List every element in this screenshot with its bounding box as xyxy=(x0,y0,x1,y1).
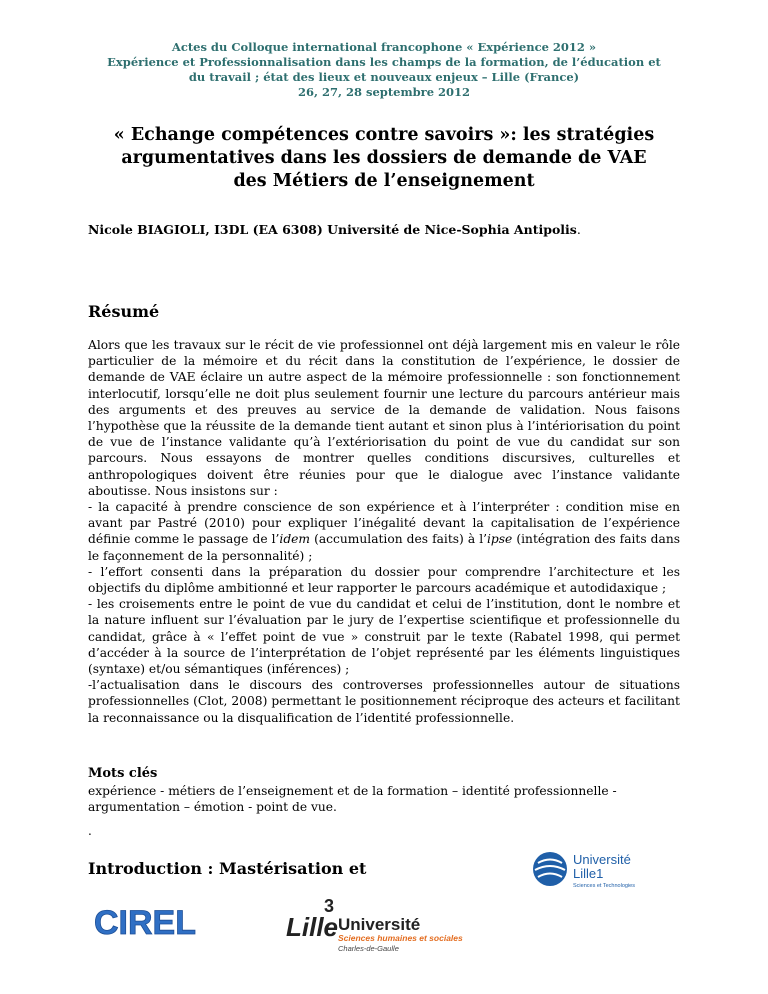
lille3-logo-univ: Université xyxy=(338,915,421,934)
introduction-heading: Introduction : Mastérisation et xyxy=(88,859,367,878)
conference-header xyxy=(60,40,708,100)
header-line-1: Actes du Colloque international francophone « Expérience 2012 » xyxy=(171,40,597,54)
author-line xyxy=(88,222,581,237)
lille1-logo-text-2: Lille1 xyxy=(573,866,604,881)
keywords-text: expérience - métiers de l’enseignement et de la formation – identité professionnelle - argumentation – émotion - point de vue. xyxy=(88,784,617,815)
resume-heading: Résumé xyxy=(88,302,160,321)
lille1-logo-subtitle: Sciences et Technologies xyxy=(573,883,635,889)
abstract-item-3: - les croisements entre le point de vue du candidat et celui de l’institution, dont le nombre et la nature influent sur l’évaluation par le jury de l’expertise scientifique et professionnelle du candidat, grâce à « l’effet point de vue » construit par le texte (Rabatel 1998, qui permet d’accéder à la source de l’interprétation de l’objet représenté par les éléments linguistiques (syntaxe) et/ou sémantiques (inférences) ; xyxy=(88,597,680,677)
author-affiliation: I3DL (EA 6308) Université de Nice-Sophia Antipolis xyxy=(214,222,577,237)
author-separator: , xyxy=(205,222,215,237)
abstract-item-1 xyxy=(88,499,680,564)
abstract-body xyxy=(88,337,680,726)
cirel-logo-text: CIREL xyxy=(94,904,196,942)
universite-lille3-logo xyxy=(284,896,463,962)
abstract-item-1-text-c: (intégration des faits dans le façonnement de la personnalité) ; xyxy=(88,532,680,563)
lille3-logo-brand: Lille xyxy=(286,912,339,942)
abstract-item-4: -l’actualisation dans le discours des controverses professionnelles autour de situations professionnelles (Clot, 2008) permettant le positionnement réciproque des acteurs et facilitant la reconnaissance ou la disqualification de l’identité professionnelle. xyxy=(88,678,680,725)
keywords-heading: Mots clés xyxy=(88,766,158,781)
abstract-item-1-idem: idem xyxy=(279,532,311,547)
universite-lille1-logo xyxy=(530,848,680,890)
title-line-2: argumentatives dans les dossiers de demande de VAE xyxy=(121,148,647,168)
abstract-item-2: - l’effort consenti dans la préparation du dossier pour comprendre l’architecture et les objectifs du diplôme ambitionné et leur rapporter le parcours académique et autodidaxique ; xyxy=(88,564,680,596)
lille1-logo-text-1: Université xyxy=(573,852,631,867)
abstract-item-1-ipse: ipse xyxy=(487,532,513,547)
lille3-logo-subtitle-2: Charles-de-Gaulle xyxy=(338,944,399,953)
stray-dot: . xyxy=(88,824,92,838)
title-line-1: « Echange compétences contre savoirs »: les stratégies xyxy=(113,125,655,145)
abstract-item-1-text-a: - la capacité à prendre conscience de son expérience et à l’interpréter : condition mise en avant par Pastré (2010) pour expliquer l’inégalité devant la capitalisation de l’expérience définie comme le passage de l’ xyxy=(88,500,680,547)
header-line-3: du travail ; état des lieux et nouveaux enjeux – Lille (France) xyxy=(188,70,580,84)
header-line-2: Expérience et Professionnalisation dans les champs de la formation, de l’éducation et xyxy=(107,55,661,69)
author-name: Nicole BIAGIOLI xyxy=(88,222,206,237)
lille3-logo-number: 3 xyxy=(324,896,335,916)
header-line-4: 26, 27, 28 septembre 2012 xyxy=(297,85,471,99)
abstract-paragraph: Alors que les travaux sur le récit de vie professionnel ont déjà largement mis en valeur le rôle particulier de la mémoire et du récit dans la constitution de l’expérience, le dossier de demande de VAE éclaire un autre aspect de la mémoire professionnelle : son fonctionnement interlocutif, lorsqu’elle ne doit plus seulement fournir une lecture du parcours antérieur mais des arguments et des preuves au service de la demande de validation. Nous faisons l’hypothèse que la réussite de la demande tient autant et sinon plus à l’intériorisation du point de vue de l’instance validante qu’à l’extériorisation du point de vue du candidat sur son parcours. Nous essayons de montrer quelles conditions discursives, culturelles et anthropologiques doivent être réunies pour que le dialogue avec l’instance validante aboutisse. Nous insistons sur : xyxy=(88,338,680,498)
title-line-3: des Métiers de l’enseignement xyxy=(233,171,535,191)
lille3-logo-subtitle: Sciences humaines et sociales xyxy=(338,933,463,943)
abstract-item-1-text-b: (accumulation des faits) à l’ xyxy=(310,532,488,547)
paper-title xyxy=(60,124,708,193)
author-end: . xyxy=(576,222,581,237)
cirel-logo xyxy=(92,900,212,944)
